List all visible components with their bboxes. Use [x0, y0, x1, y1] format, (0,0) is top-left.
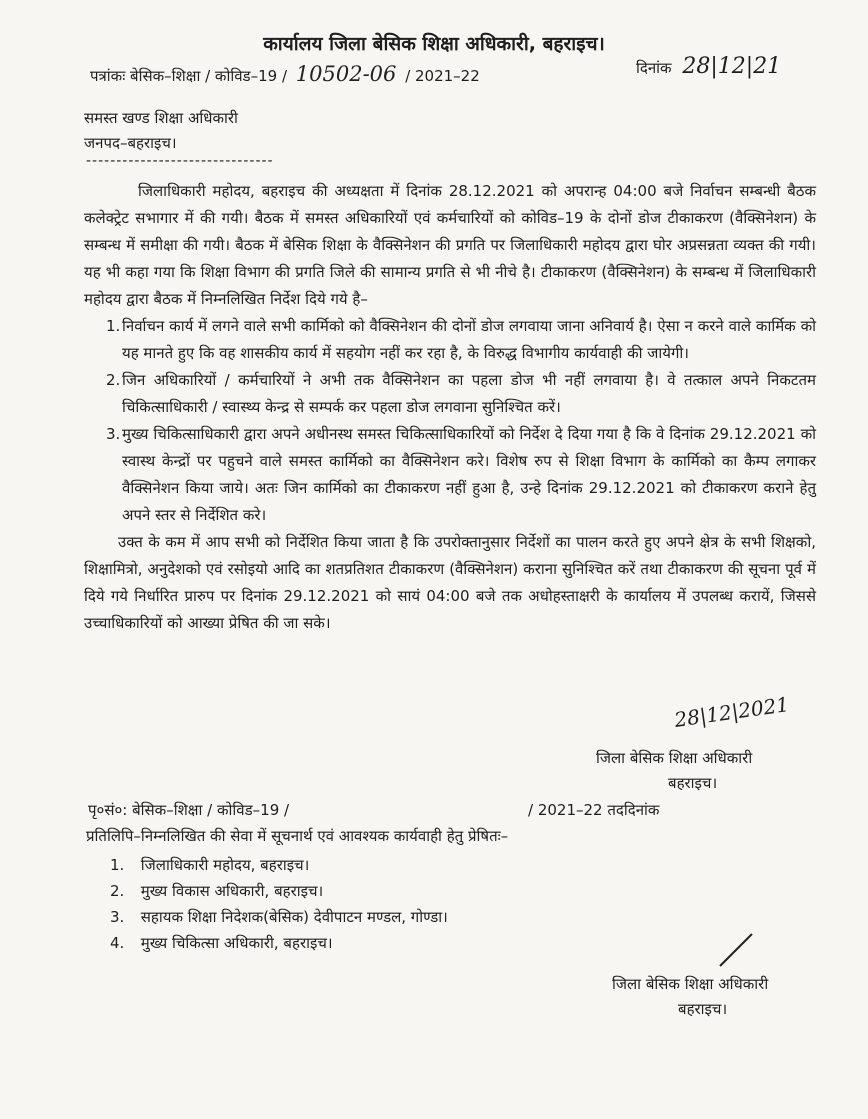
recipient-text: मुख्य विकास अधिकारी, बहराइच। [140, 882, 324, 900]
ref-suffix: / 2021–22 [405, 67, 480, 85]
directives-list [84, 313, 816, 529]
signatory-place: बहराइच। [678, 1000, 728, 1018]
office-title: कार्यालय जिला बेसिक शिक्षा अधिकारी, बहराइच। [263, 33, 605, 55]
directive-item [84, 421, 816, 529]
signatory-title: जिला बेसिक शिक्षा अधिकारी [612, 975, 769, 993]
recipient-item [110, 904, 448, 930]
recipient-number: 3. [110, 908, 125, 926]
recipient-item [110, 878, 448, 904]
recipient-number: 1. [110, 856, 125, 874]
intro-paragraph: जिलाधिकारी महोदय, बहराइच की अध्यक्षता में दिनांक 28.12.2021 को अपरान्ह 04:00 बजे निर्वाचन सम्बन्धी बैठक कलेक्ट्रेट सभागार में की गयी। बैठक में समस्त अधिकारियों एवं कर्मचारियों को कोविड–19 के दोनों डोज टीकाकरण (वैक्सिनेशन) के सम्बन्ध में समीक्षा की गयी। बैठक में बेसिक शिक्षा के वैक्सिनेशन की प्रगति पर जिलाधिकारी महोदय द्वारा घोर अप्रसन्नता व्यक्त की गयी। यह भी कहा गया कि शिक्षा विभाग की प्रगति जिले की सामान्य प्रगति से भी नीचे है। टीकाकरण (वैक्सिनेशन) के सम्बन्ध में जिलाधिकारी महोदय द्वारा बैठक में निम्नलिखित निर्देश दिये गये है– [84, 182, 816, 308]
handwritten-signature: 28|12|2021 [672, 692, 791, 732]
addressee-line2: जनपद–बहराइच। [84, 134, 177, 152]
reference-number [90, 62, 480, 86]
copy-ref-suffix: / 2021–22 तददिनांक [528, 801, 660, 819]
addressee-divider: ------------------------------- [86, 153, 274, 169]
ref-handwritten-number: 10502-06 [295, 62, 397, 86]
signature-stroke [716, 930, 756, 970]
ref-prefix: पत्रांकः बेसिक–शिक्षा / कोविड–19 / [90, 67, 287, 85]
signatory-title: जिला बेसिक शिक्षा अधिकारी [596, 749, 753, 767]
signatory-place: बहराइच। [668, 774, 718, 792]
recipient-text: सहायक शिक्षा निदेशक(बेसिक) देवीपाटन मण्डल, गोण्डा। [140, 908, 448, 926]
copy-ref-prefix: पृ०सं०: बेसिक–शिक्षा / कोविड–19 / [88, 801, 290, 819]
recipient-number: 2. [110, 882, 125, 900]
addressee-line1: समस्त खण्ड शिक्षा अधिकारी [84, 109, 238, 127]
directive-number: 2. [106, 371, 121, 389]
signature-block-1 [596, 692, 826, 810]
signature-block-2 [612, 972, 768, 1022]
directive-text: जिन अधिकारियों / कर्मचारियों ने अभी तक वैक्सिनेशन का पहला डोज भी नहीं लगवाया है। वे तत्काल अपने निकटतम चिकित्साधिकारी / स्वास्थ्य केन्द्र से सम्पर्क कर पहला डोज लगवाना सुनिश्चित करें। [122, 371, 816, 416]
closing-lead: उक्त के कम में आप सभी को निर्देशित किया जाता है कि उपरोक्तानुसार निर्देशों का पालन करते [118, 533, 639, 551]
letter-body [84, 178, 816, 637]
copy-recipients-list [110, 852, 448, 956]
directive-item [84, 367, 816, 421]
recipient-item [110, 852, 448, 878]
closing-paragraph [84, 529, 816, 637]
copy-heading: प्रतिलिपि–निम्नलिखित की सेवा में सूचनार्थ एवं आवश्यक कार्यवाही हेतु प्रेषितः– [86, 827, 509, 845]
directive-text: निर्वाचन कार्य में लगने वाले सभी कार्मिको को वैक्सिनेशन की दोनों डोज लगवाया जाना अनिवार्य है। ऐसा न करने वाले कार्मिक को यह मानते हुए कि वह शासकीय कार्य में सहयोग नहीं कर रहा है, के विरुद्ध विभागीय कार्यवाही की जायेगी। [122, 317, 816, 362]
directive-text: मुख्य चिकित्साधिकारी द्वारा अपने अधीनस्थ समस्त चिकित्साधिकारियों को निर्देश दे दिया गया है कि वे दिनांक 29.12.2021 को स्वास्थ केन्द्रों पर पहुचने वाले समस्त कार्मिको का वैक्सिनेशन करे। विशेष रुप से शिक्षा विभाग के कार्मिको का कैम्प लगाकर वैक्सिनेशन किया जाये। अतः जिन कार्मिको का टीकाकरण नहीं हुआ है, उन्हे दिनांक 29.12.2021 को टीकाकरण कराने हेतु अपने स्तर से निर्देशित करे। [122, 425, 816, 524]
directive-item [84, 313, 816, 367]
date-label: दिनांक [636, 59, 672, 77]
directive-number: 1. [106, 317, 121, 335]
directive-number: 3. [106, 425, 121, 443]
closing-rest: हुए अपने क्षेत्र के सभी शिक्षको, शिक्षामित्रो, अनुदेशको एवं रसोइयो आदि का शतप्रतिशत टीकाकरण (वैक्सिनेशन) कराना सुनिश्चित करें तथा टीकाकरण की सूचना पूर्व में दिये गये निर्धारित प्रारुप पर दिनांक 29.12.2021 को सायं 04:00 बजे तक अधोहस्ताक्षरी के कार्यालय में उपलब्ध करायें, जिससे उच्चाधिकारियों को आख्या प्रेषित की जा सके। [84, 533, 816, 632]
recipient-text: जिलाधिकारी महोदय, बहराइच। [140, 856, 310, 874]
recipient-item [110, 930, 448, 956]
recipient-number: 4. [110, 934, 125, 952]
letter-date [636, 54, 781, 79]
recipient-text: मुख्य चिकित्सा अधिकारी, बहराइच। [140, 934, 333, 952]
date-handwritten: 28|12|21 [682, 54, 782, 79]
